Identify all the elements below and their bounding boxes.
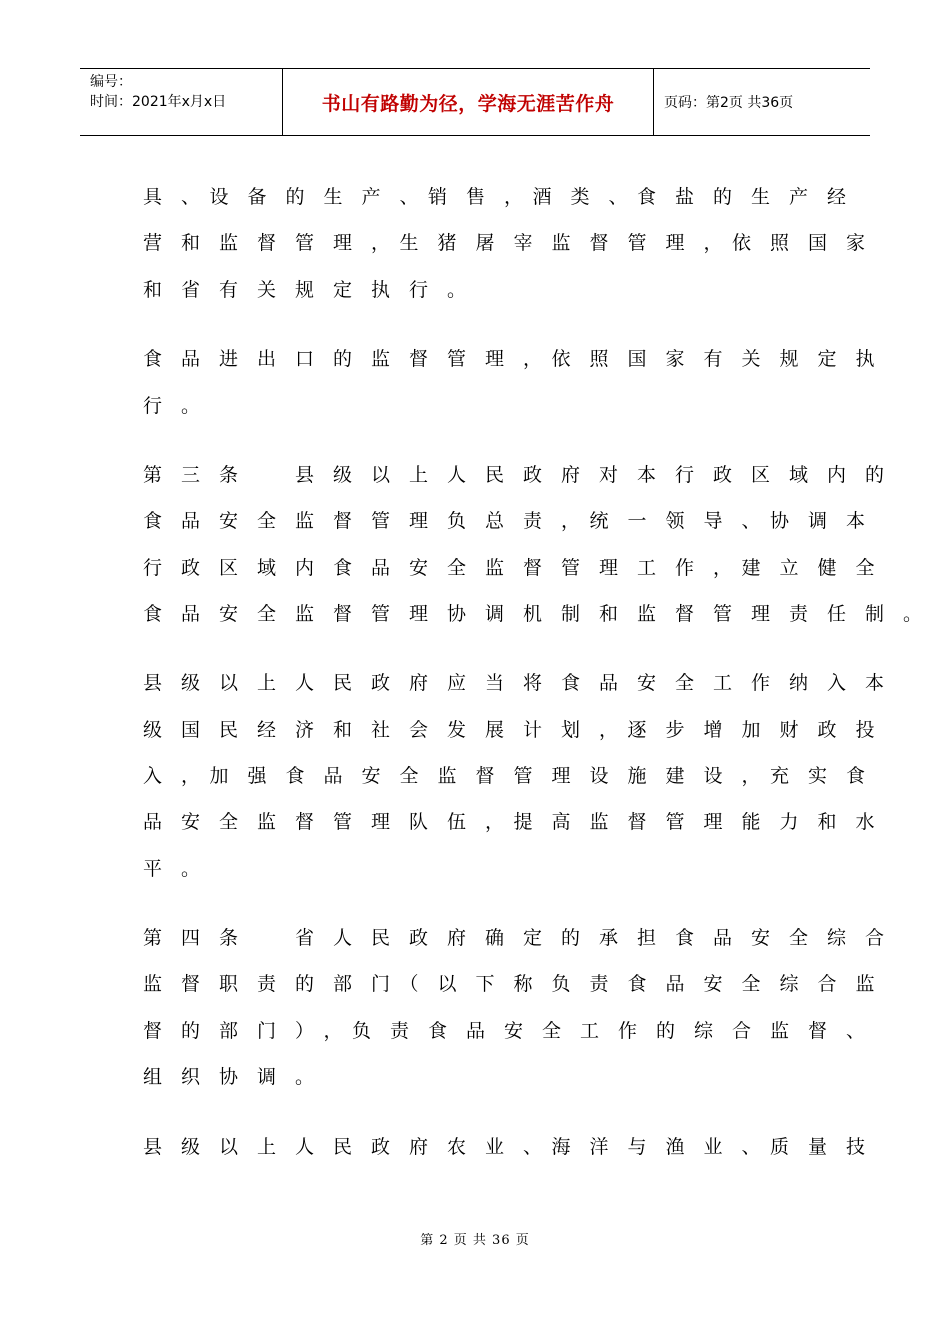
header-motto: 书山有路勤为径，学海无涯苦作舟	[321, 92, 615, 115]
text-line: 行 政 区 域 内 食 品 安 全 监 督 管 理 工 作 ， 建 立 健 全	[143, 557, 875, 579]
text-line: 行 。	[143, 395, 201, 417]
document-time-label: 时间：2021年x月x日	[90, 94, 227, 110]
header-page-info: 页码：第2页 共36页	[664, 95, 794, 111]
header-motto-cell	[282, 69, 654, 135]
document-number-label: 编号：	[90, 74, 132, 90]
text-line: 食 品 安 全 监 督 管 理 协 调 机 制 和 监 督 管 理 责 任 制 。	[143, 603, 923, 625]
text-line: 营 和 监 督 管 理 ， 生 猪 屠 宰 监 督 管 理 ， 依 照 国 家	[143, 232, 866, 254]
text-line: 平 。	[143, 858, 201, 880]
header-meta-cell	[80, 69, 282, 135]
text-line: 入 ， 加 强 食 品 安 全 监 督 管 理 设 施 建 设 ， 充 实 食	[143, 765, 866, 787]
text-line: 和 省 有 关 规 定 执 行 。	[143, 279, 467, 301]
header-page-cell	[654, 69, 870, 135]
text-line: 具 、 设 备 的 生 产 、 销 售 ， 酒 类 、 食 盐 的 生 产 经	[143, 186, 847, 208]
text-line: 县 级 以 上 人 民 政 府 应 当 将 食 品 安 全 工 作 纳 入 本	[143, 672, 885, 694]
text-line: 组 织 协 调 。	[143, 1066, 315, 1088]
text-line: 县 级 以 上 人 民 政 府 农 业 、 海 洋 与 渔 业 、 质 量 技	[143, 1136, 866, 1158]
text-line: 食 品 安 全 监 督 管 理 负 总 责 ， 统 一 领 导 、 协 调 本	[143, 510, 866, 532]
text-line: 品 安 全 监 督 管 理 队 伍 ， 提 高 监 督 管 理 能 力 和 水	[143, 811, 875, 833]
text-line: 督 的 部 门 ） ， 负 责 食 品 安 全 工 作 的 综 合 监 督 、	[143, 1020, 866, 1042]
text-line: 第 三 条 县 级 以 上 人 民 政 府 对 本 行 政 区 域 内 的	[143, 464, 885, 486]
text-line: 级 国 民 经 济 和 社 会 发 展 计 划 ， 逐 步 增 加 财 政 投	[143, 719, 875, 741]
page-footer: 第 2 页 共 36 页	[420, 1233, 530, 1248]
text-line: 第 四 条 省 人 民 政 府 确 定 的 承 担 食 品 安 全 综 合	[143, 927, 885, 949]
text-line: 监 督 职 责 的 部 门 （ 以 下 称 负 责 食 品 安 全 综 合 监	[143, 973, 875, 995]
text-line: 食 品 进 出 口 的 监 督 管 理 ， 依 照 国 家 有 关 规 定 执	[143, 348, 875, 370]
page-header	[80, 68, 870, 136]
